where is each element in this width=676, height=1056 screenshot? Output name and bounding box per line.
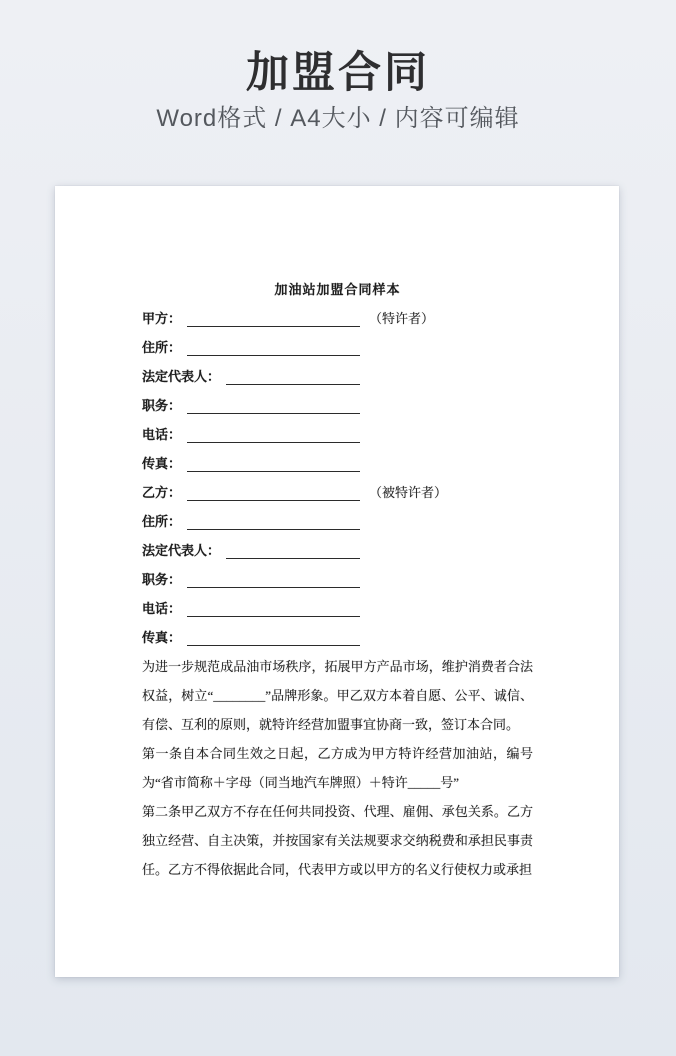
field-label: 电话： (142, 601, 182, 616)
field-suffix: （被特许者） (369, 485, 448, 500)
field-main (142, 391, 360, 420)
field-main (142, 304, 360, 333)
field-label: 职务： (142, 572, 182, 587)
blank-underline (187, 333, 360, 356)
field-label: 法定代表人： (142, 369, 221, 384)
field-row (142, 478, 533, 507)
blank-underline (187, 478, 360, 501)
field-label: 住所： (142, 514, 182, 529)
field-row (142, 304, 533, 333)
blank-underline (187, 623, 360, 646)
blank-underline (187, 449, 360, 472)
field-main (142, 594, 360, 623)
blank-underline (187, 304, 360, 327)
field-row (142, 420, 533, 449)
field-row (142, 507, 533, 536)
contract-paragraph: 为进一步规范成品油市场秩序，拓展甲方产品市场，维护消费者合法权益，树立“________”品牌形象。甲乙双方本着自愿、公平、诚信、有偿、互利的原则，就特许经营加盟事宜协商一致，签订本合同。 (142, 659, 533, 732)
contract-paragraph: 第一条自本合同生效之日起，乙方成为甲方特许经营加油站，编号为“省市简称＋字母（同当地汽车牌照）＋特许_____号” (142, 746, 533, 790)
field-row (142, 623, 533, 652)
field-label: 职务： (142, 398, 182, 413)
blank-underline (187, 391, 360, 414)
field-row (142, 449, 533, 478)
field-main (142, 333, 360, 362)
field-label: 传真： (142, 456, 182, 471)
field-list (142, 304, 533, 652)
field-main (142, 362, 360, 391)
field-label: 电话： (142, 427, 182, 442)
field-main (142, 449, 360, 478)
page-subtitle: Word格式 / A4大小 / 内容可编辑 (156, 105, 520, 132)
blank-underline (226, 362, 360, 385)
field-row (142, 333, 533, 362)
field-label: 甲方： (142, 311, 182, 326)
paragraph-list (142, 652, 533, 884)
field-row (142, 594, 533, 623)
blank-underline (187, 420, 360, 443)
blank-underline (187, 507, 360, 530)
field-main (142, 565, 360, 594)
field-main (142, 623, 360, 652)
field-label: 住所： (142, 340, 182, 355)
field-row (142, 391, 533, 420)
field-main (142, 420, 360, 449)
field-row (142, 362, 533, 391)
document-page (55, 186, 619, 977)
document-title: 加油站加盟合同样本 (274, 282, 401, 297)
field-suffix: （特许者） (369, 311, 435, 326)
contract-paragraph: 第二条甲乙双方不存在任何共同投资、代理、雇佣、承包关系。乙方独立经营、自主决策，并按国家有关法规要求交纳税费和承担民事责任。乙方不得依据此合同，代表甲方或以甲方的名义行使权力或承担 (142, 804, 533, 877)
field-row (142, 565, 533, 594)
field-main (142, 478, 360, 507)
blank-underline (226, 536, 360, 559)
field-label: 法定代表人： (142, 543, 221, 558)
field-label: 乙方： (142, 485, 182, 500)
preview-header (0, 0, 676, 133)
field-main (142, 507, 360, 536)
field-row (142, 536, 533, 565)
page-title: 加盟合同 (246, 49, 430, 97)
blank-underline (187, 565, 360, 588)
field-label: 传真： (142, 630, 182, 645)
field-main (142, 536, 360, 565)
blank-underline (187, 594, 360, 617)
